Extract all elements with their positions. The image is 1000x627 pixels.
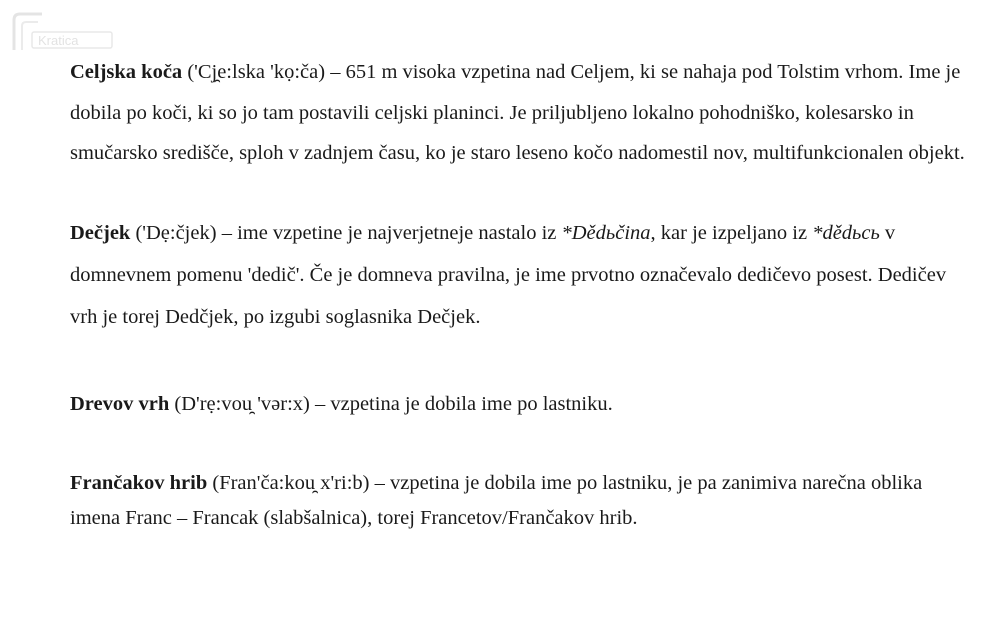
definition-part: v domnevnem pomenu 'dedič'. Če je domneva pravilna, je ime prvotno označevalo dedičevo posest. Dedičev vrh je torej Dedčjek, po izgubi soglasnika Dečjek. bbox=[70, 221, 947, 328]
pronunciation: (Fran'ča:kou̯ x'ri:b) bbox=[207, 472, 370, 494]
definition-part: , kar je izpeljano iz bbox=[650, 221, 813, 244]
pronunciation: ('Dẹ:čjek) bbox=[130, 221, 217, 244]
entry-decjek bbox=[70, 212, 970, 338]
entry-drevov-vrh bbox=[70, 384, 970, 425]
watermark-logo bbox=[8, 10, 128, 56]
pronunciation: (D'rẹ:vou̯ 'vər:x) bbox=[169, 392, 310, 415]
headword: Drevov vrh bbox=[70, 392, 170, 415]
pronunciation: ('Cj̯e:lska 'kọ:ča) bbox=[182, 61, 326, 83]
definition: vzpetina je dobila ime po lastniku. bbox=[330, 392, 613, 415]
etymon-italic: *Dědьčina bbox=[561, 221, 651, 244]
definition: – 651 m visoka vzpetina nad Celjem, ki se nahaja pod Tolstim vrhom. Ime je dobila po koči, ki so jo tam postavili celjski planinci. Je priljubljeno lokalno pohodniško, kolesarsko in smučarsko središče, sploh v zadnjem času, ko je staro leseno kočo nadomestil nov, multifunkcionalen objekt. bbox=[70, 61, 965, 164]
entry-celjska-koca bbox=[70, 52, 970, 174]
dash: – bbox=[216, 221, 238, 244]
watermark-text: Kratica bbox=[38, 33, 79, 48]
headword: Celjska koča bbox=[70, 61, 183, 83]
dash: – bbox=[309, 392, 331, 415]
dash: – bbox=[369, 472, 390, 494]
headword: Dečjek bbox=[70, 221, 131, 244]
definition: vzpetina je dobila ime po lastniku, je pa zanimiva narečna oblika imena Franc – Francak (slabšalnica), torej Francetov/Frančakov hrib. bbox=[70, 472, 923, 529]
document-page bbox=[70, 52, 970, 536]
etymon-italic: *dědьcь bbox=[812, 221, 880, 244]
definition-part: ime vzpetine je najverjetneje nastalo iz bbox=[237, 221, 562, 244]
headword: Frančakov hrib bbox=[70, 472, 208, 494]
entry-francakov-hrib bbox=[70, 466, 970, 536]
